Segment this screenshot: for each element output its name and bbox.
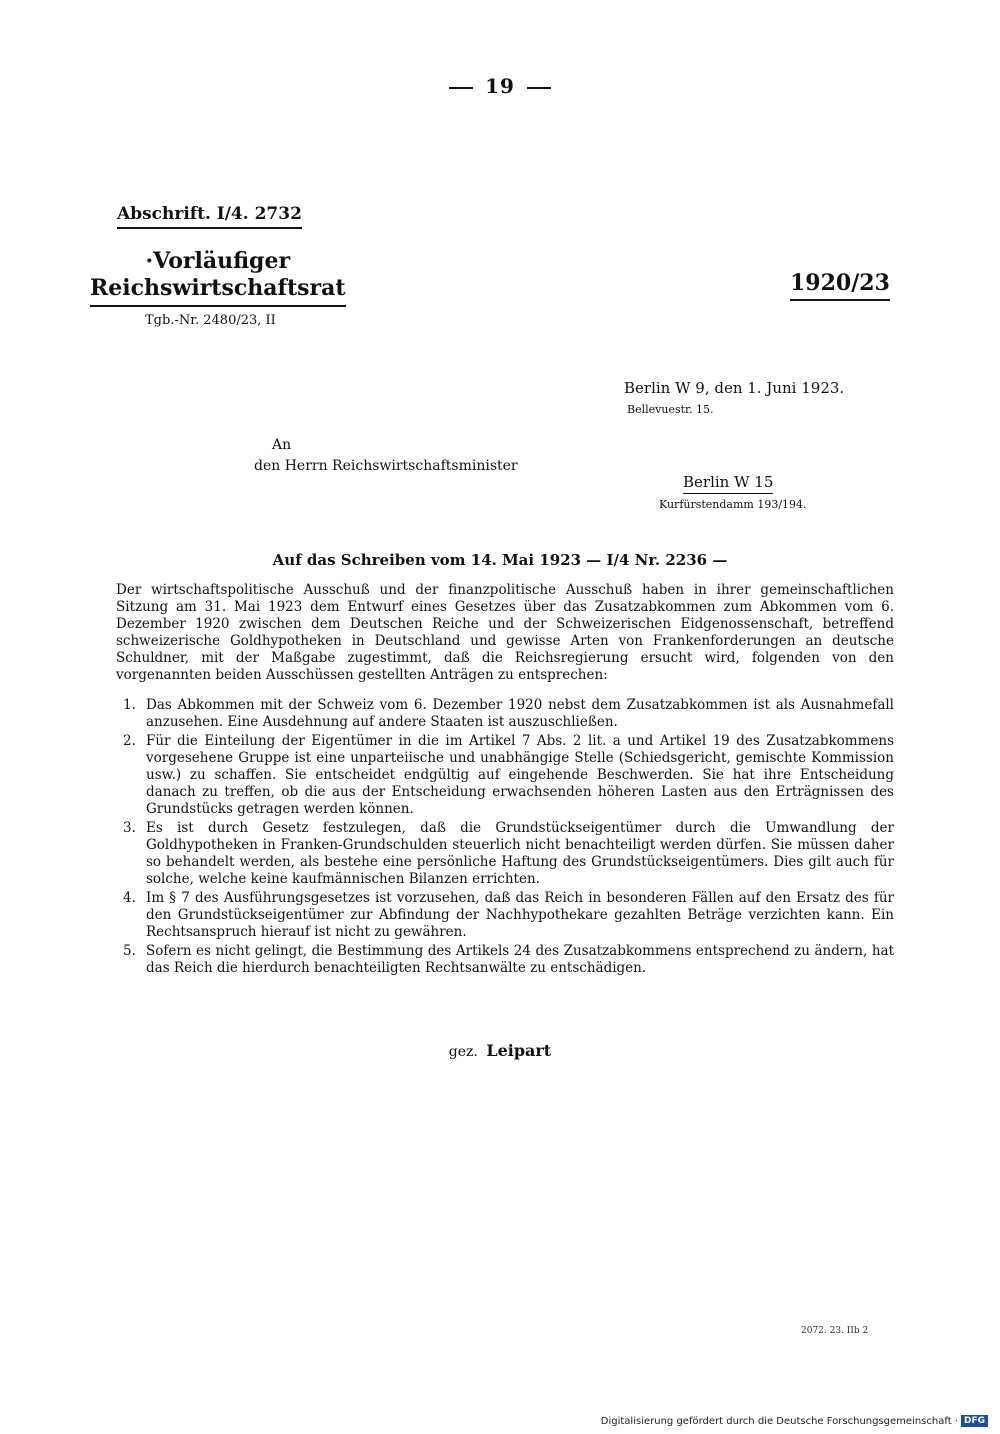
list-item-text: Im § 7 des Ausführungsgesetzes ist vorzusehen, daß das Reich in besonderen Fällen auf den Ersatz des für den Grundstückseigentümer zur Abfindung der Nachhypothekare gezahlten Beträge verzichten kann. Ein Rechtsanspruch hierauf ist nicht zu gewähren. xyxy=(146,890,894,940)
list-item xyxy=(116,697,894,731)
resolution-list xyxy=(116,697,894,979)
document-number: 1920/23 xyxy=(790,270,890,301)
letter-subject: Auf das Schreiben vom 14. Mai 1923 — I/4 Nr. 2236 — xyxy=(272,551,728,569)
list-item-number: 1. xyxy=(123,697,136,713)
footer-credit xyxy=(601,1415,988,1427)
council-name-line1: ·Vorläufiger xyxy=(145,248,291,274)
list-item-number: 4. xyxy=(123,890,136,906)
list-item-text: Sofern es nicht gelingt, die Bestimmung des Artikels 24 des Zusatzabkommens entsprechend zu ändern, hat das Reich die hierdurch benachteiligten Rechtsanwälte zu entschädigen. xyxy=(146,943,894,976)
signature-prefix: gez. xyxy=(448,1044,478,1060)
list-item-text: Für die Einteilung der Eigentümer in die im Artikel 7 Abs. 2 lit. a und Artikel 19 des Zusatzabkommens vorgesehene Gruppe ist eine unparteiische und unabhängige Stelle (Schiedsgericht, gemischte Kommission usw.) zu schaffen. Sie entscheidet endgültig auf eingehende Beschwerden. Sie hat ihre Entscheidung danach zu treffen, ob die aus der Entscheidung erwachsenden höheren Lasten aus den Erträgnissen des Grundstücks getragen werden können. xyxy=(146,733,894,817)
recipient-place: Berlin W 15 xyxy=(683,473,773,494)
list-item-number: 2. xyxy=(123,733,136,749)
sender-street: Bellevuestr. 15. xyxy=(627,403,714,416)
dash-right xyxy=(527,87,551,89)
dfg-logo: DFG xyxy=(961,1415,988,1427)
copy-label: Abschrift. I/4. 2732 xyxy=(117,204,302,229)
recipient-name: den Herrn Reichswirtschaftsminister xyxy=(254,458,518,474)
sender-place-date: Berlin W 9, den 1. Juni 1923. xyxy=(624,379,845,397)
body-paragraph: Der wirtschaftspolitische Ausschuß und der finanzpolitische Ausschuß haben in ihrer gemeinschaftlichen Sitzung am 31. Mai 1923 dem Entwurf eines Gesetzes über das Zusatzabkommen zum Abkommen vom 6. Dezember 1920 zwischen dem Deutschen Reiche und der Schweizerischen Eidgenossenschaft, betreffend schweizerische Goldhypotheken in Deutschland und gewisse Arten von Frankenforderungen an deutsche Schuldner, mit der Maßgabe zugestimmt, daß die Reichsregierung ersucht wird, folgenden von den vorgenannten beiden Ausschüssen gestellten Anträgen zu entsprechen: xyxy=(116,582,894,683)
signature-name: Leipart xyxy=(486,1041,552,1060)
print-code: 2072. 23. IIb 2 xyxy=(801,1326,869,1336)
council-name xyxy=(90,248,346,307)
list-item xyxy=(116,733,894,818)
footer-credit-text: Digitalisierung gefördert durch die Deutsche Forschungsgemeinschaft · xyxy=(600,1416,958,1427)
council-name-line2: Reichswirtschaftsrat xyxy=(90,275,346,301)
list-item xyxy=(116,943,894,977)
list-item xyxy=(116,890,894,941)
reference-number: Tgb.-Nr. 2480/23, II xyxy=(145,313,276,328)
dash-left xyxy=(449,87,473,89)
list-item-number: 5. xyxy=(123,943,136,959)
list-item-text: Das Abkommen mit der Schweiz vom 6. Dezember 1920 nebst dem Zusatzabkommen ist als Ausnahmefall anzusehen. Eine Ausdehnung auf andere Staaten ist auszuschließen. xyxy=(146,697,894,730)
page-number: 19 xyxy=(0,74,1000,98)
recipient-street: Kurfürstendamm 193/194. xyxy=(659,498,807,511)
recipient-salutation: An xyxy=(272,437,292,453)
list-item-number: 3. xyxy=(123,820,136,836)
list-item-text: Es ist durch Gesetz festzulegen, daß die Grundstückseigentümer durch die Umwandlung der Goldhypotheken in Franken-Grundschulden steuerlich nicht benachteiligt werden dürfen. Sie müssen daher so behandelt werden, als bestehe eine persönliche Haftung des Grundstückseigentümers. Dies gilt auch für solche, welche keine kaufmännischen Bilanzen errichten. xyxy=(146,820,894,887)
signature xyxy=(0,1041,1000,1060)
list-item xyxy=(116,820,894,888)
